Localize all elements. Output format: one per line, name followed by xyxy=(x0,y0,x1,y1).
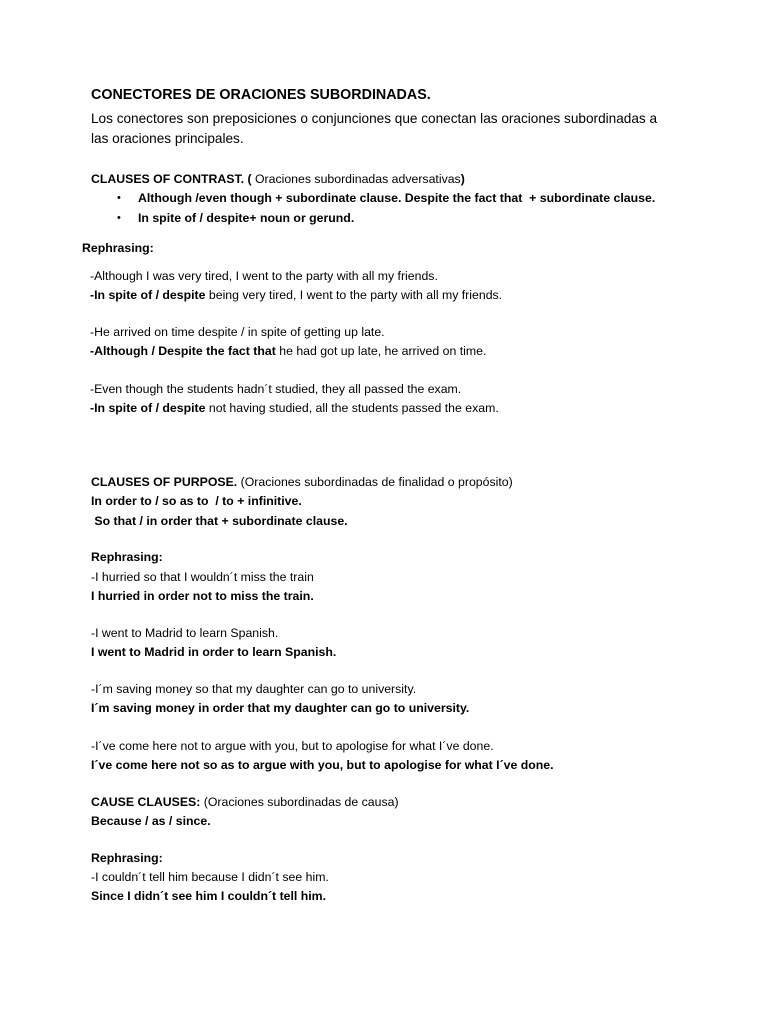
contrast-heading xyxy=(91,172,465,187)
purpose-example: -I hurried so that I wouldn´t miss the train xyxy=(91,570,314,584)
contrast-bullet-2 xyxy=(138,211,354,226)
cause-rephrasing-label: Rephrasing: xyxy=(91,851,163,865)
cause-heading: CAUSE CLAUSES: (Oraciones subordinadas de causa) xyxy=(91,795,399,809)
purpose-rephrasing-label: Rephrasing: xyxy=(91,550,163,564)
cause-line-1: Because / as / since. xyxy=(91,814,211,828)
contrast-heading-bold: CLAUSES OF CONTRAST. ( xyxy=(91,172,252,186)
purpose-line-1: In order to / so as to / to + infinitive. xyxy=(91,494,302,508)
contrast-example: -Even though the students hadn´t studied, they all passed the exam. xyxy=(90,382,462,396)
contrast-rephrasing-label: Rephrasing: xyxy=(82,241,154,255)
purpose-line-2: So that / in order that + subordinate clause. xyxy=(91,514,348,528)
intro-line-1: Los conectores son preposiciones o conjunciones que conectan las oraciones subordinadas a xyxy=(91,111,658,126)
page-title: CONECTORES DE ORACIONES SUBORDINADAS. xyxy=(91,87,431,103)
purpose-example: -I went to Madrid to learn Spanish. xyxy=(91,626,279,640)
intro-line-2: las oraciones principales. xyxy=(91,131,244,146)
purpose-example-rephrased: I went to Madrid in order to learn Spanish. xyxy=(91,645,337,659)
cause-example-rephrased: Since I didn´t see him I couldn´t tell him. xyxy=(91,889,327,903)
contrast-heading-close: ) xyxy=(460,172,465,186)
purpose-example-rephrased: I hurried in order not to miss the train. xyxy=(91,589,314,603)
contrast-bullet-1: Although /even though + subordinate clause. Despite the fact that + subordinate clause. xyxy=(138,191,656,205)
contrast-bullet-2-bold: In spite of / despite+ xyxy=(138,211,260,225)
contrast-example: -In spite of / despite not having studied, all the students passed the exam. xyxy=(90,401,499,415)
contrast-example: -In spite of / despite being very tired, I went to the party with all my friends. xyxy=(90,288,503,302)
purpose-example: -I´m saving money so that my daughter can go to university. xyxy=(91,682,417,696)
purpose-example: -I´ve come here not to argue with you, but to apologise for what I´ve done. xyxy=(91,739,494,753)
contrast-example: -Although / Despite the fact that he had got up late, he arrived on time. xyxy=(90,344,487,358)
contrast-heading-normal: Oraciones subordinadas adversativas xyxy=(251,172,461,186)
purpose-example-rephrased: I´m saving money in order that my daughter can go to university. xyxy=(91,701,470,715)
contrast-bullet-2-rest: noun or gerund. xyxy=(259,211,355,225)
bullet-icon: • xyxy=(117,192,121,204)
purpose-heading: CLAUSES OF PURPOSE. (Oraciones subordinadas de finalidad o propósito) xyxy=(91,475,513,489)
cause-example: -I couldn´t tell him because I didn´t see him. xyxy=(91,870,329,884)
contrast-example: -Although I was very tired, I went to the party with all my friends. xyxy=(90,269,438,283)
purpose-example-rephrased: I´ve come here not so as to argue with you, but to apologise for what I´ve done. xyxy=(91,758,554,772)
bullet-icon: • xyxy=(117,212,121,224)
contrast-example: -He arrived on time despite / in spite of getting up late. xyxy=(90,325,385,339)
